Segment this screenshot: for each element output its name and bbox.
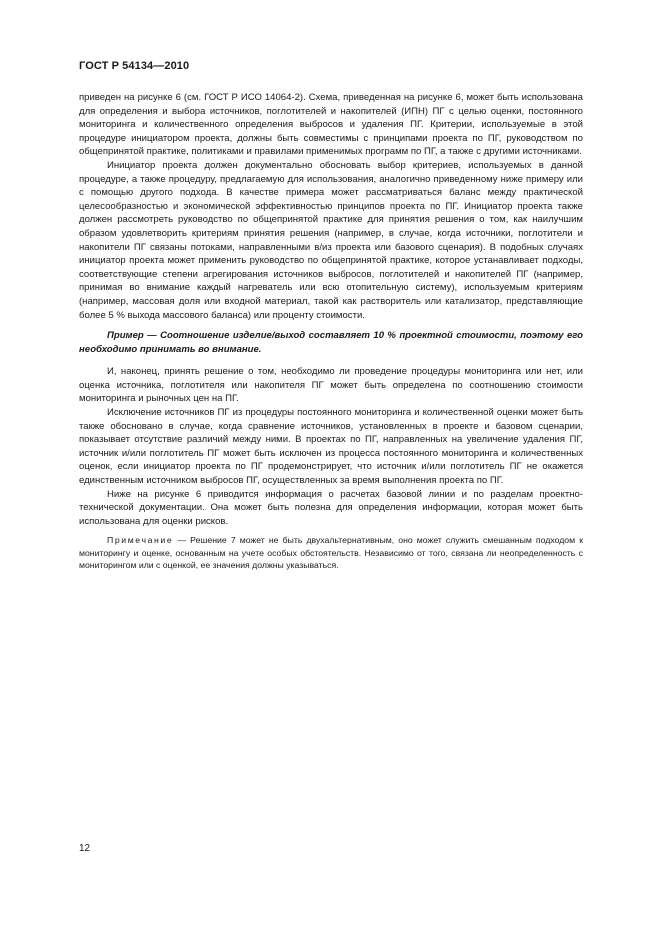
- note-paragraph: [79, 534, 583, 571]
- example-paragraph: Пример — Соотношение изделие/выход составляет 10 % проектной стоимости, поэтому его необходимо принимать во внимание.: [79, 330, 583, 355]
- paragraph-criteria: Инициатор проекта должен документально обосновать выбор критериев, используемых в данной процедуре, а также процедуру, предлагаемую для использования, аналогично приведенному ниже примеру или с помощью другого подхода. В качестве примера может рассматриваться баланс между практической целесообразностью и экономической эффективностью принципов проекта по ПГ. Инициатор проекта также должен рассмотреть руководство по общепринятой практике для принятия решения о том, как наилучшим образом удовлетворить критериям принятия решения (например, в случае, когда источники, поглотители и накопители ПГ связаны потоками, направленными в/из проекта или базового сценария). В подобных случаях инициатор проекта может применить руководство по общепринятой практике, которое устанавливает подходы, соответствующие степени агрегирования источников выбросов, поглотителей и накопителей ПГ (например, принимая во внимание каждый нагреватель или всю отопительную систему), используемым критериям (например, массовая доля или входной материал, такой как растворитель или катализатор, представляющие более 5 % выхода массового баланса) или проценту стоимости.: [79, 159, 583, 321]
- note-label: Примечание: [107, 535, 174, 546]
- paragraph-continuation: приведен на рисунке 6 (см. ГОСТ Р ИСО 14064-2). Схема, приведенная на рисунке 6, может быть использована для определения и выбора источников, поглотителей и накопителей (ИПН) ПГ с целью оценки, постоянного мониторинга и количественного определения выбросов и удаления ПГ. Критерии, используемые в этой процедуре инициатором проекта, должны быть совместимы с принципами проекта по ПГ, руководством по общепринятой практике, политиками и правилами применимых программ по ПГ, а также с другими источниками.: [79, 92, 583, 158]
- page-number: 12: [79, 843, 91, 854]
- body-text: [79, 91, 583, 572]
- paragraph-figure-reference: Ниже на рисунке 6 приводится информация о расчетах базовой линии и по разделам проектно-технической документации. Она может быть полезна для определения информации, которая может быть использована для оценки рисков.: [79, 488, 583, 527]
- paragraph-exclusion: Исключение источников ПГ из процедуры постоянного мониторинга и количественной оценки может быть также обосновано в случае, когда сравнение источников, установленных в проекте и базовом сценарии, показывает отсутствие различий между ними. В проектах по ПГ, направленных на увеличение удаления ПГ, источник и/или поглотитель ПГ может быть исключен из процесса постоянного мониторинга и количественных оценок, если инициатор проекта по ПГ продемонстрирует, что источник и/или поглотитель ПГ не окажется единственным источником выбросов ПГ, осуществленных за время выполнения проекта по ПГ.: [79, 407, 583, 487]
- document-header: ГОСТ Р 54134—2010: [79, 60, 190, 72]
- paragraph-decision: И, наконец, принять решение о том, необходимо ли проведение процедуры мониторинга или нет, или оценка источника, поглотителя или накопителя ПГ может быть определена по соотношению стоимости мониторинга и рыночных цен на ПГ.: [79, 366, 583, 405]
- note-text: — Решение 7 может не быть двухальтернативным, оно может служить смешанным подходом к мониторингу и оценке, основанным на учете особых обстоятельств. Независимо от того, связана ли неопределенность с мониторингом или с оценкой, ее значения должны указываться.: [79, 535, 583, 571]
